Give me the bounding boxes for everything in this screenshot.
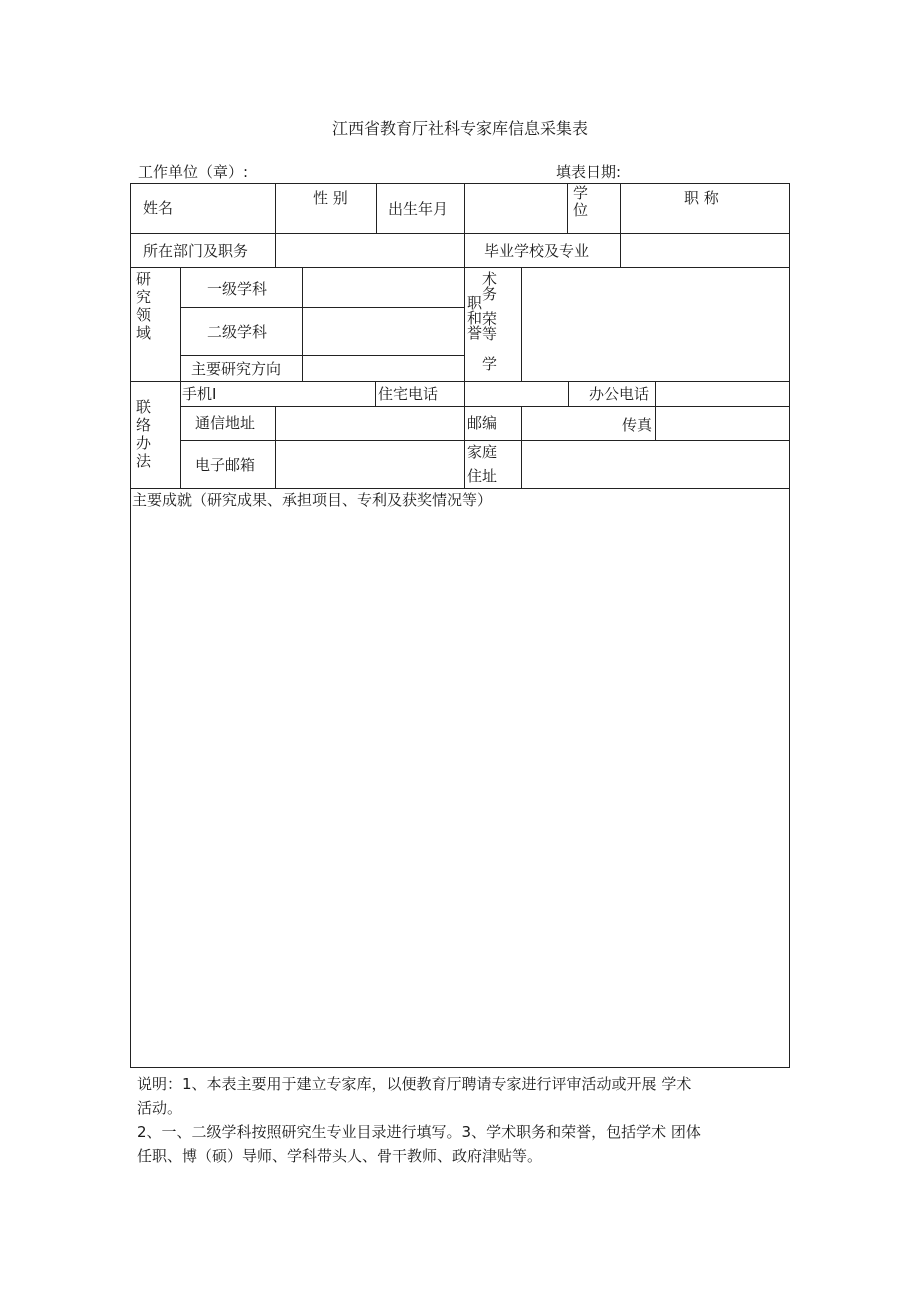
row-line (180, 440, 790, 441)
home-address-label-line1: 家庭 (467, 443, 498, 461)
table-border-top (130, 183, 790, 184)
name-label: 姓名 (143, 199, 174, 217)
table-border-right (789, 183, 790, 1068)
row-line (180, 307, 464, 308)
research-direction-label: 主要研究方向 (191, 360, 282, 378)
academic-post-label-top: 术务 (482, 270, 498, 303)
col-line (302, 267, 303, 381)
professional-title-label: 职 称 (684, 189, 719, 207)
second-discipline-label: 二级学科 (207, 323, 268, 341)
academic-post-label-bottom: 学 (482, 355, 498, 373)
col-line (567, 183, 568, 233)
note-line: 活动。 (137, 1099, 183, 1117)
col-line (375, 381, 376, 406)
col-line (464, 183, 465, 267)
col-line (620, 183, 621, 267)
note-line: 任职、博（硕）导师、学科带头人、骨干教师、政府津贴等。 (137, 1147, 543, 1165)
degree-label: 学位 (573, 184, 589, 219)
row-line (130, 267, 790, 268)
email-label: 电子邮箱 (195, 456, 256, 474)
col-line (180, 267, 181, 488)
row-line (130, 381, 790, 382)
col-line (464, 267, 465, 381)
contact-method-label: 联络办法 (136, 398, 152, 470)
birth-date-label: 出生年月 (388, 200, 449, 218)
col-line (655, 381, 656, 440)
table-border-left (130, 183, 131, 1068)
col-line (376, 183, 377, 233)
mobile-label: 手机I (182, 385, 217, 403)
col-line (275, 183, 276, 267)
col-line (464, 381, 465, 488)
postcode-label: 邮编 (467, 414, 498, 432)
research-field-label: 研究领域 (136, 270, 152, 342)
col-line (521, 267, 522, 381)
col-line (521, 406, 522, 488)
gender-label: 性 别 (313, 189, 348, 207)
achievements-label: 主要成就（研究成果、承担项目、专利及获奖情况等） (132, 491, 493, 509)
note-line: 说明：1、本表主要用于建立专家库，以便教育厅聘请专家进行评审活动或开展 学术 (137, 1075, 692, 1093)
academic-post-label-left: 职和誉 (467, 294, 483, 342)
row-line (130, 488, 790, 489)
page-title: 江西省教育厅社科专家库信息采集表 (331, 119, 588, 138)
note-line: 2、一、二级学科按照研究生专业目录进行填写。3、学术职务和荣誉，包括学术 团体 (137, 1123, 701, 1141)
home-phone-label: 住宅电话 (378, 385, 439, 403)
graduate-school-label: 毕业学校及专业 (484, 242, 590, 260)
fill-date-label: 填表日期: (556, 163, 622, 181)
home-address-label-line2: 住址 (467, 467, 498, 485)
academic-post-label-right: 荣等 (482, 310, 498, 343)
department-position-label: 所在部门及职务 (143, 242, 249, 260)
work-unit-label: 工作单位（章）: (138, 163, 249, 181)
row-line (180, 406, 790, 407)
row-line (180, 355, 464, 356)
col-line (568, 381, 569, 406)
fax-label: 传真 (622, 416, 653, 434)
table-border-bottom (130, 1067, 790, 1068)
row-line (130, 233, 790, 234)
first-discipline-label: 一级学科 (207, 280, 268, 298)
office-phone-label: 办公电话 (589, 385, 650, 403)
col-line (275, 406, 276, 488)
mailing-address-label: 通信地址 (195, 414, 256, 432)
